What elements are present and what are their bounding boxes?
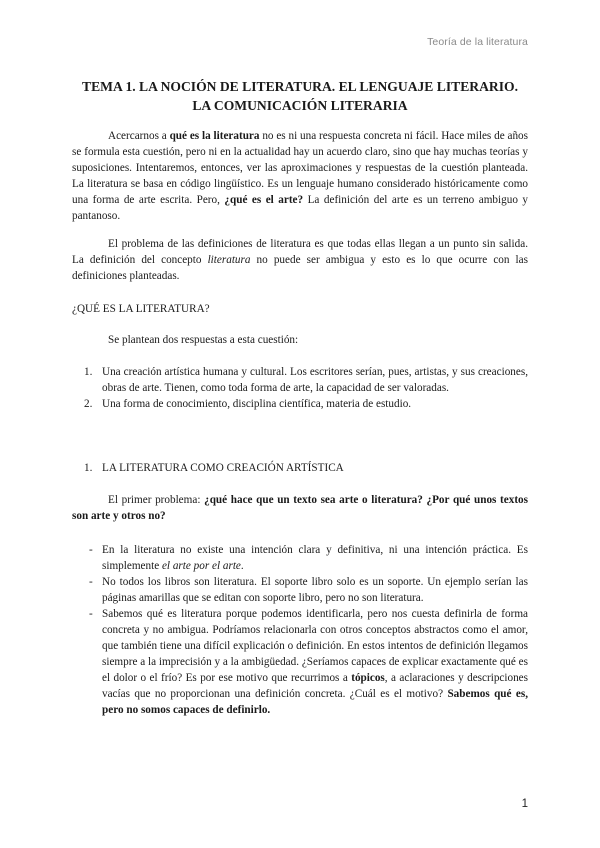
section-heading-question: ¿QUÉ ES LA LITERATURA? (72, 303, 210, 315)
list-item (72, 396, 528, 412)
section-heading-1 (72, 460, 528, 476)
bullet-text: Sabemos qué es literatura porque podemos identificarla, pero nos cuesta definirla de forma concreta y no ambigua. Podríamos relacionarla con otros conceptos abstractos como el amor, que también tiene una difícil explicación o definición. En estos intentos de definición llegamos siempre a la imprecisión y a la ambigüedad. ¿Seríamos capaces de explicar exactamente qué es el dolor o el frío? Es por ese motivo que recurrimos a (102, 608, 528, 684)
list-item (72, 606, 528, 718)
bullet-bold: tópicos (351, 672, 385, 684)
problem-text-2: no puede ser ambigua y esto es lo que ocurre con las definiciones planteadas. (72, 254, 528, 282)
bullet-bold: Sabemos qué es, pero no somos capaces de definirlo. (102, 688, 528, 716)
section-number: 1. (84, 462, 93, 474)
first-problem-text: El primer problema: (108, 494, 205, 506)
first-problem-bold: ¿qué hace que un texto sea arte o literatura? ¿Por qué unos textos son arte y otros no? (72, 494, 529, 522)
list-item-text: Una forma de conocimiento, disciplina científica, materia de estudio. (102, 398, 412, 410)
intro-text-2: no es ni una respuesta concreta ni fácil. Hace miles de años se formula esta cuestión, pero ni en la actualidad hay un acuerdo claro, sino que hay muchas teorías y suposiciones. Intentaremos, entonces, ver las aproximaciones y respuestas de la cuestión planteada. La literatura se basa en código lingüístico. Es un lenguaje humano considerado históricamente como una forma de arte escrita. Pero, (72, 130, 528, 206)
list-item-text: Una creación artística humana y cultural. Los escritores serían, pues, artistas, y sus creaciones, obras de arte. Tienen, como toda forma de arte, la capacidad de ser valoradas. (102, 366, 528, 394)
intro-bold-2: ¿qué es el arte? (224, 194, 304, 206)
list-number: 1. (84, 366, 93, 378)
problem-italic: literatura (207, 254, 251, 266)
answers-list (72, 364, 528, 412)
list-item (72, 542, 528, 574)
intro-bold-1: qué es la literatura (169, 130, 260, 142)
bullet-dash: - (89, 576, 93, 588)
bullet-dash: - (89, 608, 93, 620)
list-item (72, 574, 528, 606)
title-line-2: LA COMUNICACIÓN LITERARIA (192, 98, 408, 113)
bullet-text: En la literatura no existe una intención clara y definitiva, ni una intención práctica. Es simplemente (102, 544, 528, 572)
intro-paragraph (72, 128, 528, 224)
bullet-italic: el arte por el arte (161, 560, 241, 572)
bullet-text: , a aclaraciones y descripciones vacías que no proporcionan una definición concreta. ¿Cuál es el motivo? (102, 672, 528, 700)
intro-text-1: Acercarnos a (108, 130, 170, 142)
page-title (60, 77, 540, 115)
bullet-text: No todos los libros son literatura. El soporte libro solo es un soporte. Un ejemplo serían las páginas amarillas que se editan con soporte libro, pero no son literatura. (102, 576, 528, 604)
list-item (72, 364, 528, 396)
bullet-dash: - (89, 544, 93, 556)
list-number: 2. (84, 398, 93, 410)
page-number: 1 (521, 798, 528, 810)
title-line-1: TEMA 1. LA NOCIÓN DE LITERATURA. EL LENGUAJE LITERARIO. (82, 79, 518, 94)
section-title: LA LITERATURA COMO CREACIÓN ARTÍSTICA (102, 462, 344, 474)
problem-paragraph (72, 236, 528, 284)
first-problem-paragraph (72, 492, 528, 524)
bullet-text: . (240, 560, 244, 572)
intro-text-3: La definición del arte es un terreno ambiguo y pantanoso. (72, 194, 528, 222)
problem-text-1: El problema de las definiciones de literatura es que todas ellas llegan a un punto sin salida. La definición del concepto (72, 238, 528, 266)
running-header: Teoría de la literatura (427, 36, 528, 48)
bullet-list (72, 542, 528, 718)
answers-intro-text: Se plantean dos respuestas a esta cuestión: (108, 334, 299, 346)
answers-intro (72, 332, 528, 348)
